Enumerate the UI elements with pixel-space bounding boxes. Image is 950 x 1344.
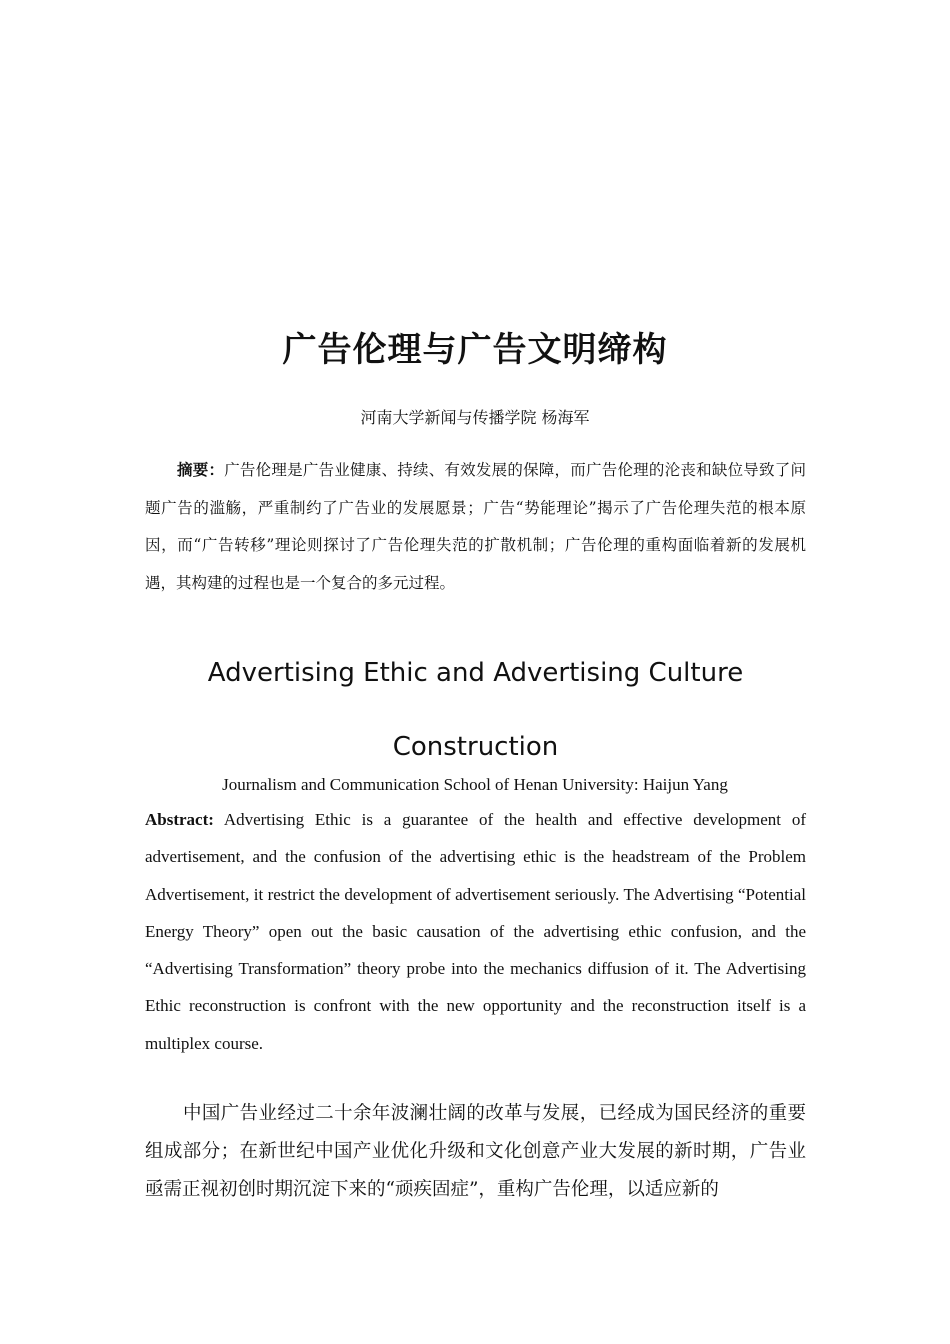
- english-abstract-label: Abstract:: [145, 810, 214, 829]
- chinese-title: 广告伦理与广告文明缔构: [282, 330, 668, 370]
- english-abstract: [145, 801, 806, 1062]
- english-abstract-text: Advertising Ethic is a guarantee of the health and effective development of advertisement, and the confusion of the advertising ethic is the headstream of the Problem Advertisement, it restrict the development of advertisement seriously. The Advertising “Potential Energy Theory” open out the basic causation of the advertising ethic confusion, and the “Advertising Transformation” theory probe into the mechanics diffusion of it. The Advertising Ethic reconstruction is confront with the new opportunity and the reconstruction itself is a multiplex course.: [145, 810, 807, 1053]
- chinese-abstract-label: 摘要：: [177, 461, 225, 479]
- chinese-abstract-text: 广告伦理是广告业健康、持续、有效发展的保障，而广告伦理的沦丧和缺位导致了问题广告的滥觞，严重制约了广告业的发展愿景；广告“势能理论”揭示了广告伦理失范的根本原因，而“广告转移”理论则探讨了广告伦理失范的扩散机制；广告伦理的重构面临着新的发展机遇，其构建的过程也是一个复合的多元过程。: [145, 461, 806, 592]
- chinese-affiliation: 河南大学新闻与传播学院 杨海军: [360, 408, 590, 427]
- chinese-abstract: [145, 452, 806, 602]
- body-paragraph: 中国广告业经过二十余年波澜壮阔的改革与发展，已经成为国民经济的重要组成部分；在新世纪中国产业优化升级和文化创意产业大发展的新时期，广告业亟需正视初创时期沉淀下来的“顽疾固症”，重构广告伦理，以适应新的: [145, 1103, 806, 1200]
- english-title: Advertising Ethic and Advertising Culture Construction: [207, 658, 744, 762]
- english-affiliation: Journalism and Communication School of Henan University: Haijun Yang: [222, 775, 728, 794]
